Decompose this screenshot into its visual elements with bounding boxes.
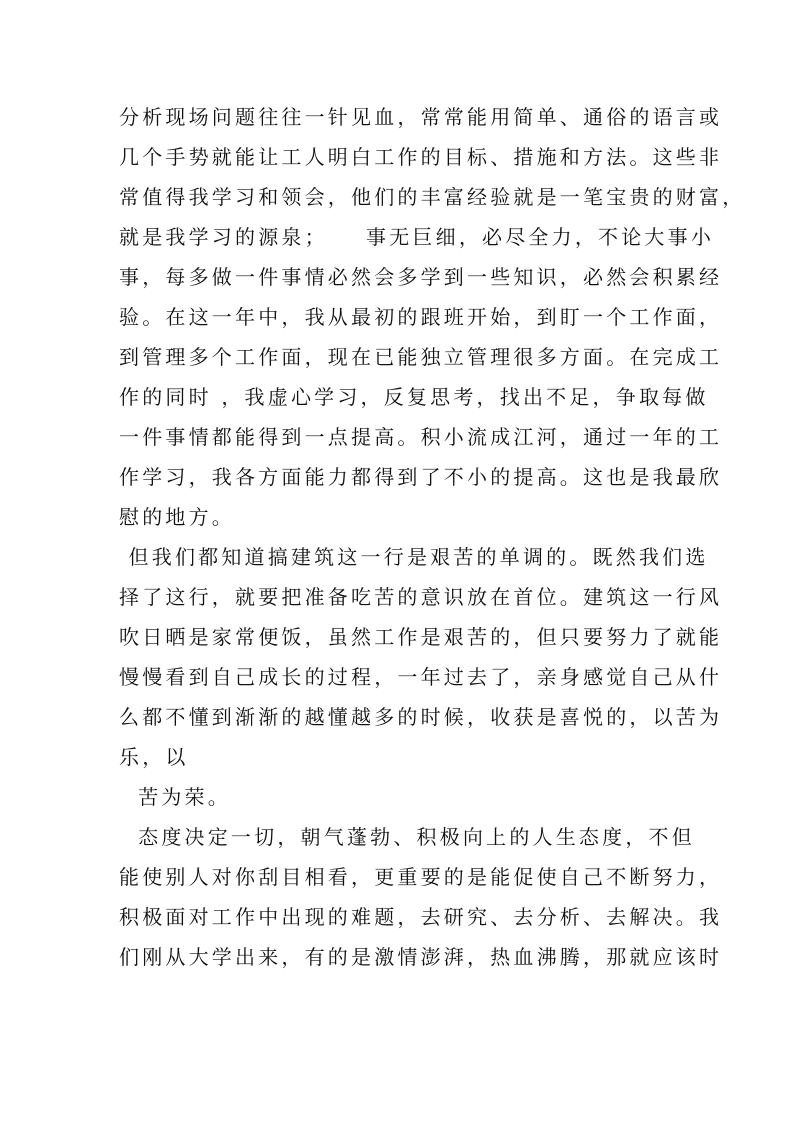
text-line: 就是我学习的源泉； 事无巨细，必尽全力，不论大事小 xyxy=(119,225,715,249)
text-line: 态度决定一切，朝气蓬勃、积极向上的人生态度，不但 xyxy=(119,825,695,849)
text-line: 分析现场问题往往一针见血，常常能用简单、通俗的语言或 xyxy=(119,105,723,129)
text-line: 们刚从大学出来，有的是激情澎湃，热血沸腾，那就应该时 xyxy=(119,945,723,969)
text-line: 作的同时 ，我虚心学习，反复思考，找出不足，争取每做 xyxy=(119,385,709,409)
text-line: 积极面对工作中出现的难题，去研究、去分析、去解决。我 xyxy=(119,905,723,929)
text-line: 到管理多个工作面，现在已能独立管理很多方面。在完成工 xyxy=(119,345,723,369)
text-line: 作学习，我各方面能力都得到了不小的提高。这也是我最欣 xyxy=(119,465,723,489)
text-line: 验。在这一年中，我从最初的跟班开始，到盯一个工作面， xyxy=(119,305,723,329)
text-line: 择了这行，就要把准备吃苦的意识放在首位。建筑这一行风 xyxy=(119,585,723,609)
text-line: 事，每多做一件事情必然会多学到一些知识，必然会积累经 xyxy=(119,265,723,289)
text-line: 吹日晒是家常便饭，虽然工作是艰苦的，但只要努力了就能 xyxy=(119,625,723,649)
text-line: 常值得我学习和领会，他们的丰富经验就是一笔宝贵的财富， xyxy=(119,185,746,209)
text-line: 么都不懂到渐渐的越懂越多的时候，收获是喜悦的，以苦为 xyxy=(119,705,723,729)
text-line: 乐，以 xyxy=(119,745,189,769)
text-line: 几个手势就能让工人明白工作的目标、措施和方法。这些非 xyxy=(119,145,723,169)
text-line: 苦为荣。 xyxy=(119,785,231,809)
text-line: 一件事情都能得到一点提高。积小流成江河，通过一年的工 xyxy=(119,425,723,449)
text-line: 慰的地方。 xyxy=(119,505,235,529)
text-line: 慢慢看到自己成长的过程，一年过去了，亲身感觉自己从什 xyxy=(119,665,723,689)
text-line: 能使别人对你刮目相看，更重要的是能促使自己不断努力， xyxy=(119,865,723,889)
text-line: 但我们都知道搞建筑这一行是艰苦的单调的。既然我们选 xyxy=(119,545,709,569)
